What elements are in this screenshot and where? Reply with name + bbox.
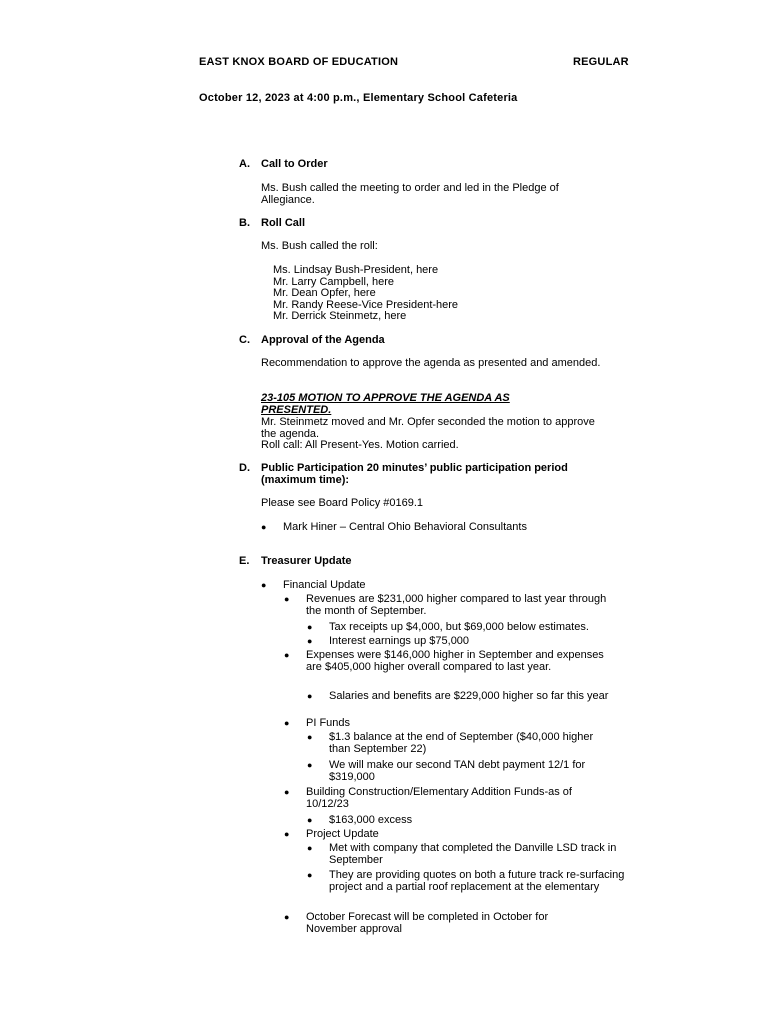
- section-b-letter: B.: [239, 217, 250, 229]
- bullet-icon: ●: [284, 787, 290, 797]
- bullet-icon: ●: [284, 594, 290, 604]
- bullet-icon: ●: [284, 912, 290, 922]
- motion-text: Mr. Steinmetz moved and Mr. Opfer seconded the motion to approve the agenda.: [261, 416, 595, 440]
- bullet-icon: ●: [284, 718, 290, 728]
- bullet-icon: ●: [261, 522, 267, 532]
- section-c-title: Approval of the Agenda: [261, 334, 385, 346]
- bullet-icon: ●: [261, 580, 267, 590]
- section-e-letter: E.: [239, 555, 250, 567]
- bullet-icon: ●: [307, 622, 313, 632]
- roll-member: Mr. Derrick Steinmetz, here: [273, 310, 407, 323]
- bullet-icon: ●: [307, 636, 313, 646]
- bullet-icon: ●: [307, 843, 313, 853]
- board-policy-text: Please see Board Policy #0169.1: [261, 497, 424, 509]
- bullet-icon: ●: [307, 760, 313, 770]
- bullet-icon: ●: [307, 691, 313, 701]
- meeting-date-line: October 12, 2023 at 4:00 p.m., Elementary School Cafeteria: [199, 92, 518, 104]
- bullet-icon: ●: [284, 829, 290, 839]
- agenda-recommendation: Recommendation to approve the agenda as presented and amended.: [261, 357, 601, 369]
- section-b-title: Roll Call: [261, 217, 306, 229]
- bullet-icon: ●: [307, 732, 313, 742]
- motion-title: 23-105 MOTION TO APPROVE THE AGENDA AS PRESENTED.: [261, 392, 510, 416]
- bullet-icon: ●: [307, 815, 313, 825]
- bullet-icon: ●: [284, 650, 290, 660]
- bullet-icon: ●: [307, 870, 313, 880]
- roll-member: Mr. Larry Campbell, here: [273, 275, 395, 288]
- meeting-type: REGULAR: [573, 56, 629, 68]
- section-a-text: Ms. Bush called the meeting to order and led in the Pledge of Allegiance.: [261, 182, 559, 206]
- roll-member: Mr. Dean Opfer, here: [273, 287, 376, 300]
- section-d-letter: D.: [239, 462, 250, 474]
- section-e-title: Treasurer Update: [261, 555, 352, 567]
- roll-call-intro: Ms. Bush called the roll:: [261, 240, 378, 252]
- roll-member: Ms. Lindsay Bush-President, here: [273, 264, 439, 276]
- minutes-page: EAST KNOX BOARD OF EDUCATION REGULAR October 12, 2023 at 4:00 p.m., Elementary School Cafeteria A. Call to Order Ms. Bush called the meeting to order and led in the Pledge of Allegiance. B. Roll Call Ms. Bush called the roll: Ms. Lindsay Bush-President, here Mr. Larry Campbell, here Mr. Dean Opfer, here Mr. Randy Reese-Vice President-here Mr. Derrick Steinmetz, here C. Approval of the Agenda Recommendation to approve the agenda as presented and amended. 23-105 MOTION TO APPROVE THE AGENDA AS PRESENTED. Mr. Steinmetz moved and Mr. Opfer seconded the motion to approve the agenda. Roll call: All Present-Yes. Motion carried. D. Public Participation 20 minutes’ public participation period (maximum time): Please see Board Policy #0169.1 ● Mark Hiner – Central Ohio Behavioral Consultants E. Treasurer Update ● Financial Update ● Revenues are $231,000 higher compared to last year through the month of September. ● Tax receipts up $4,000, but $69,000 below estimates. ● Interest earnings up $75,000 ● Expenses were $146,000 higher in September and expenses are $405,000 higher overall compared to last year. ● Salaries and benefits are $229,000 higher so far this year ● PI Funds ● $1.3 balance at the end of September ($40,000 higher than September 22) ● We will make our second TAN debt payment 12/1 for $319,000 ● Building Construction/Elementary Addition Funds-as of 10/12/23 ● $163,000 excess ● Project Update ● Met with company that completed the Danville LSD track in September ● They are providing quotes on both a future track re-surfacing project and a partial roof replacement at the elementary ● October Forecast will be completed in October for November approval: [199, 56, 629, 935]
- section-d-title: Public Participation 20 minutes’ public participation period (maximum time):: [261, 462, 568, 486]
- section-c-letter: C.: [239, 334, 250, 346]
- board-name: EAST KNOX BOARD OF EDUCATION: [199, 56, 399, 68]
- section-a-letter: A.: [239, 158, 250, 170]
- roll-member: Mr. Randy Reese-Vice President-here: [273, 298, 459, 311]
- section-a-title: Call to Order: [261, 158, 328, 170]
- motion-roll-call: Roll call: All Present-Yes. Motion carried.: [261, 439, 459, 451]
- roll-call-list: [273, 264, 458, 322]
